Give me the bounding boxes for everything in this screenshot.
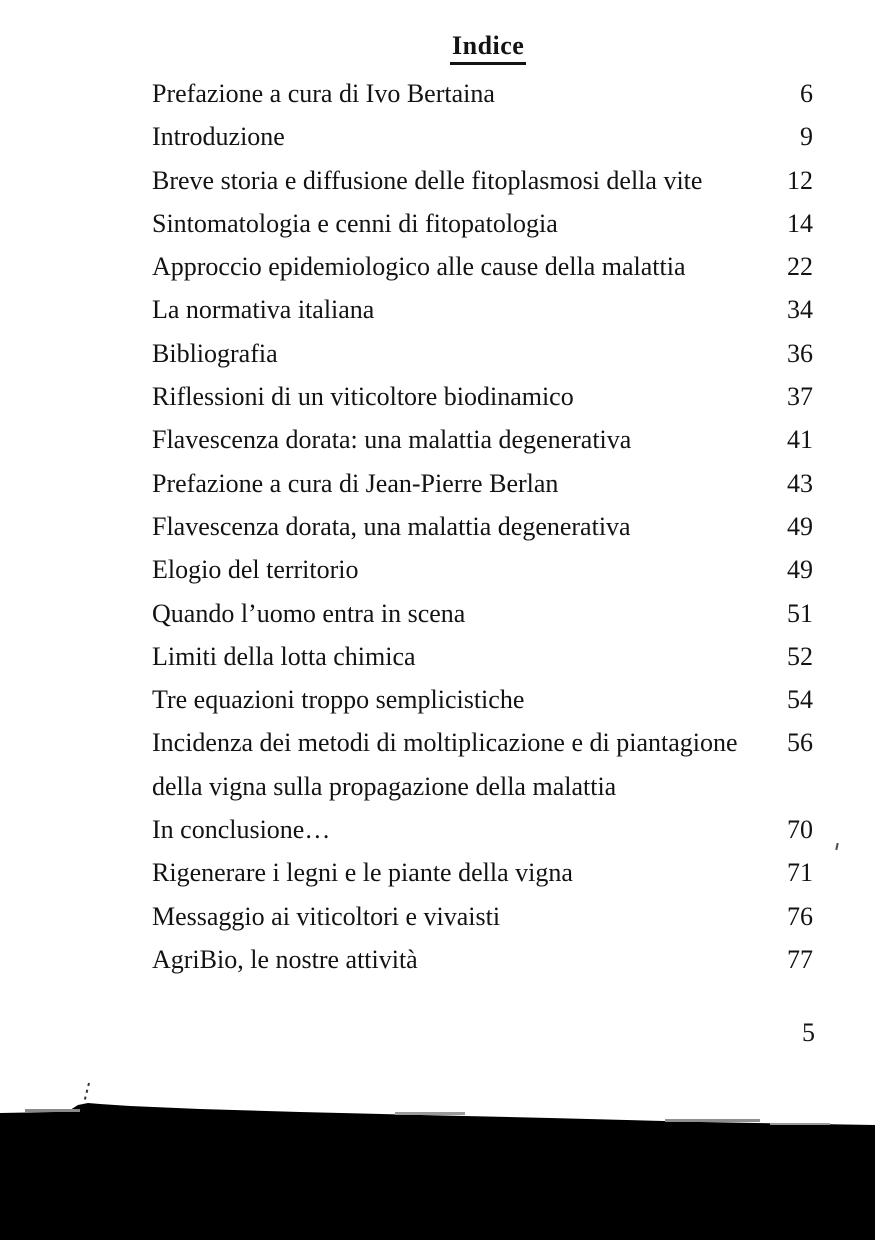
toc-entry-page-number: 43 (787, 468, 813, 498)
folio-page-number: 5 (802, 1018, 815, 1047)
toc-entry-label: Limiti della lotta chimica (152, 641, 416, 671)
toc-entry-label: Tre equazioni troppo semplicistiche (152, 685, 525, 715)
toc-entry-page-number: 34 (787, 295, 813, 325)
toc-entry-label: Flavescenza dorata: una malattia degenerativa (152, 425, 632, 455)
scan-speck (835, 843, 838, 850)
toc-entry-page-number: 6 (800, 79, 813, 108)
toc-entry-page-number: 51 (787, 598, 813, 628)
toc-entry-label: Bibliografia (152, 338, 278, 368)
toc-entry-page-number: 56 (787, 728, 813, 758)
toc-entry (152, 288, 815, 331)
toc-entry (152, 895, 815, 938)
toc-entry-label: Prefazione a cura di Ivo Bertaina (152, 79, 495, 108)
toc-entry-page-number: 71 (787, 858, 813, 888)
toc-entry (152, 418, 815, 461)
toc-entry (152, 548, 815, 591)
toc-entry-page-number: 9 (800, 122, 813, 152)
toc-entry (152, 375, 815, 418)
toc-entry-page-number: 41 (787, 425, 813, 455)
toc-entry-label: Breve storia e diffusione delle fitoplasmosi della vite (152, 165, 703, 195)
toc-entry-page-number: 70 (787, 815, 813, 845)
toc-entry-label: In conclusione… (152, 815, 331, 845)
toc-list (152, 72, 815, 981)
toc-entry (152, 332, 815, 375)
toc-entry-page-number: 49 (787, 555, 813, 585)
toc-entry (152, 635, 815, 678)
toc-entry-label: La normativa italiana (152, 295, 375, 325)
toc-entry (152, 721, 815, 808)
toc-entry (152, 678, 815, 721)
scan-edge-artifact (0, 1080, 875, 1240)
toc-entry-page-number: 22 (787, 252, 813, 282)
toc-entry (152, 938, 815, 981)
page-title: Indice (450, 31, 526, 65)
toc-entry-label: Prefazione a cura di Jean-Pierre Berlan (152, 468, 559, 498)
toc-entry-page-number: 77 (787, 944, 813, 974)
toc-entry-label: Flavescenza dorata, una malattia degenerativa (152, 511, 631, 541)
toc-entry-label: Introduzione (152, 122, 285, 152)
toc-entry-label: Rigenerare i legni e le piante della vigna (152, 858, 573, 888)
toc-entry (152, 72, 815, 115)
toc-entry-page-number: 52 (787, 641, 813, 671)
toc-entry (152, 592, 815, 635)
toc-entry-page-number: 14 (787, 208, 813, 238)
toc-entry-label: Riflessioni di un viticoltore biodinamico (152, 382, 574, 412)
toc-entry-label: Messaggio ai viticoltori e vivaisti (152, 901, 501, 931)
toc-entry-label: Elogio del territorio (152, 555, 359, 585)
toc-entry-label: Approccio epidemiologico alle cause della malattia (152, 252, 686, 282)
toc-entry (152, 202, 815, 245)
toc-entry-page-number: 36 (787, 338, 813, 368)
toc-entry-label: Incidenza dei metodi di moltiplicazione e di piantagione della vigna sulla propagazione della malattia (152, 728, 738, 801)
toc-entry (152, 159, 815, 202)
toc-entry-page-number: 37 (787, 382, 813, 412)
toc-entry-label: AgriBio, le nostre attività (152, 944, 418, 974)
toc-entry (152, 808, 815, 851)
toc-entry (152, 851, 815, 894)
toc-entry (152, 115, 815, 158)
toc-entry (152, 505, 815, 548)
toc-entry-page-number: 54 (787, 685, 813, 715)
toc-entry (152, 462, 815, 505)
toc-entry-label: Quando l’uomo entra in scena (152, 598, 466, 628)
toc-entry-page-number: 12 (787, 165, 813, 195)
toc-entry-label: Sintomatologia e cenni di fitopatologia (152, 208, 558, 238)
toc-entry-page-number: 76 (787, 901, 813, 931)
toc-entry-page-number: 49 (787, 511, 813, 541)
toc-entry (152, 245, 815, 288)
